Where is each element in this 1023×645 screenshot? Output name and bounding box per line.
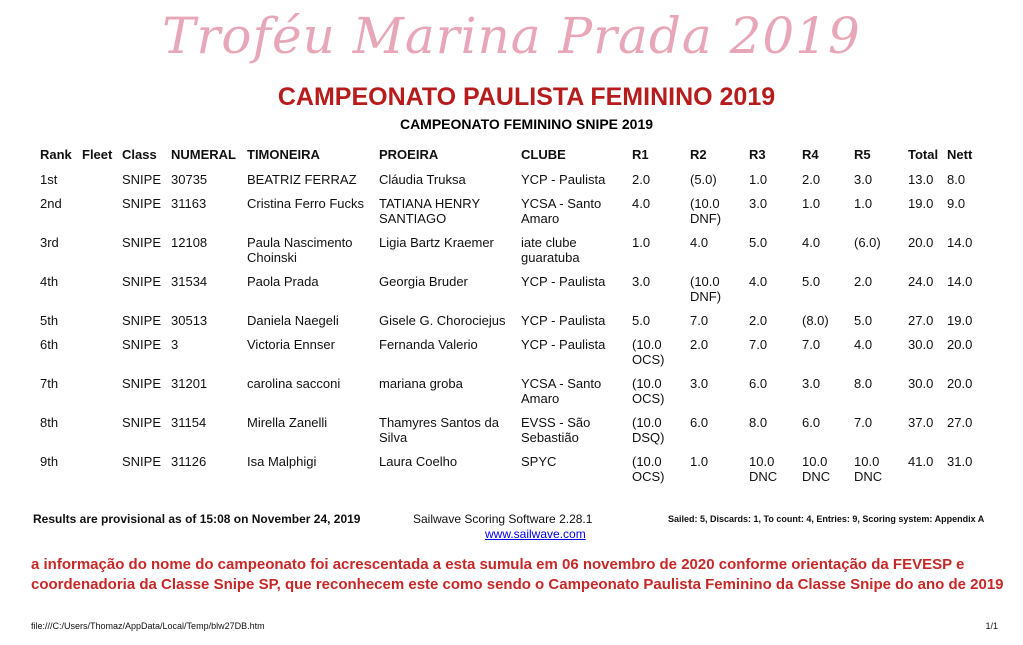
cell-total: 19.0 (908, 196, 934, 211)
table-row (40, 193, 987, 232)
cell-r5: 10.0 DNC (854, 454, 883, 484)
cell-r4: 6.0 (802, 415, 821, 430)
provisional-notice: Results are provisional as of 15:08 on November 24, 2019 (33, 512, 361, 526)
cell-nett: 27.0 (947, 415, 973, 430)
cell-r2: (5.0) (690, 172, 717, 187)
cell-class: SNIPE (122, 337, 162, 352)
cell-fleet (82, 232, 122, 271)
cell-total: 30.0 (908, 376, 934, 391)
page-number: 1/1 (985, 621, 998, 631)
cell-r1: (10.0 OCS) (632, 376, 665, 406)
cell-rank: 8th (40, 415, 59, 430)
cell-rank: 1st (40, 172, 58, 187)
cell-r3: 4.0 (749, 274, 768, 289)
cell-numeral: 30513 (171, 313, 208, 328)
column-header-nett: Nett (947, 147, 973, 162)
championship-title: CAMPEONATO PAULISTA FEMININO 2019 (277, 83, 776, 111)
table-row (40, 169, 987, 193)
cell-rank: 5th (40, 313, 59, 328)
cell-r2: 3.0 (690, 376, 709, 391)
table-row (40, 232, 987, 271)
cell-r4: 2.0 (802, 172, 821, 187)
column-header-proeira: PROEIRA (379, 147, 439, 162)
cell-fleet (82, 451, 122, 490)
cell-r4: 10.0 DNC (802, 454, 831, 484)
table-row (40, 412, 987, 451)
cell-r4: 4.0 (802, 235, 821, 250)
cell-r5: 4.0 (854, 337, 873, 352)
cell-r2: 2.0 (690, 337, 709, 352)
cell-r2: 4.0 (690, 235, 709, 250)
cell-class: SNIPE (122, 274, 162, 289)
cell-r1: 4.0 (632, 196, 651, 211)
cell-total: 13.0 (908, 172, 934, 187)
cell-r5: 7.0 (854, 415, 873, 430)
cell-r5: 5.0 (854, 313, 873, 328)
cell-r5: 3.0 (854, 172, 873, 187)
cell-nett: 20.0 (947, 376, 973, 391)
column-header-r3: R3 (749, 147, 766, 162)
column-header-clube: CLUBE (521, 147, 566, 162)
cell-fleet (82, 193, 122, 232)
cell-r1: 2.0 (632, 172, 651, 187)
cell-timoneira: Mirella Zanelli (247, 415, 328, 430)
cell-class: SNIPE (122, 376, 162, 391)
cell-r1: (10.0 DSQ) (632, 415, 665, 445)
cell-r1: 5.0 (632, 313, 651, 328)
column-header-class: Class (122, 147, 157, 162)
cell-r3: 1.0 (749, 172, 768, 187)
cell-r1: 3.0 (632, 274, 651, 289)
cell-proeira: Cláudia Truksa (379, 172, 466, 187)
table-header-row (40, 143, 987, 169)
cell-rank: 7th (40, 376, 59, 391)
cell-nett: 14.0 (947, 235, 973, 250)
cell-rank: 2nd (40, 196, 62, 211)
cell-r3: 5.0 (749, 235, 768, 250)
software-credit (413, 512, 592, 542)
cell-fleet (82, 310, 122, 334)
column-header-numeral: NUMERAL (171, 147, 236, 162)
sailwave-link[interactable]: www.sailwave.com (485, 527, 586, 541)
cell-rank: 4th (40, 274, 59, 289)
column-header-r5: R5 (854, 147, 871, 162)
results-table (40, 143, 987, 490)
cell-class: SNIPE (122, 454, 162, 469)
table-row (40, 451, 987, 490)
cell-clube: YCP - Paulista (521, 274, 606, 289)
cell-total: 41.0 (908, 454, 934, 469)
scoring-summary: Sailed: 5, Discards: 1, To count: 4, Entries: 9, Scoring system: Appendix A (668, 514, 985, 524)
cell-numeral: 12108 (171, 235, 208, 250)
cell-total: 30.0 (908, 337, 934, 352)
cell-r2: (10.0 DNF) (690, 274, 722, 304)
table-row (40, 271, 987, 310)
cell-numeral: 30735 (171, 172, 208, 187)
cell-nett: 20.0 (947, 337, 973, 352)
cell-nett: 8.0 (947, 172, 966, 187)
cell-timoneira: Victoria Ennser (247, 337, 335, 352)
cell-proeira: TATIANA HENRY SANTIAGO (379, 196, 480, 226)
column-header-r2: R2 (690, 147, 707, 162)
cell-fleet (82, 373, 122, 412)
cell-clube: iate clube guaratuba (521, 235, 580, 265)
cell-proeira: Gisele G. Chorociejus (379, 313, 506, 328)
column-header-rank: Rank (40, 147, 72, 162)
cell-class: SNIPE (122, 235, 162, 250)
cell-r2: 7.0 (690, 313, 709, 328)
table-row (40, 334, 987, 373)
cell-clube: YCP - Paulista (521, 313, 606, 328)
cell-proeira: Ligia Bartz Kraemer (379, 235, 494, 250)
cell-numeral: 31154 (171, 415, 207, 430)
results-subtitle: CAMPEONATO FEMININO SNIPE 2019 (399, 116, 654, 132)
cell-clube: YCP - Paulista (521, 337, 606, 352)
cell-proeira: Fernanda Valerio (379, 337, 478, 352)
cell-r1: 1.0 (632, 235, 651, 250)
cell-total: 20.0 (908, 235, 934, 250)
cell-class: SNIPE (122, 172, 162, 187)
cell-numeral: 31534 (171, 274, 208, 289)
results-body (40, 169, 987, 490)
cell-class: SNIPE (122, 313, 162, 328)
cell-rank: 6th (40, 337, 59, 352)
cell-clube: EVSS - São Sebastião (521, 415, 591, 445)
cell-clube: YCP - Paulista (521, 172, 606, 187)
cell-clube: YCSA - Santo Amaro (521, 376, 602, 406)
cell-timoneira: carolina sacconi (247, 376, 341, 391)
cell-r4: 5.0 (802, 274, 821, 289)
cell-r4: 3.0 (802, 376, 821, 391)
cell-nett: 19.0 (947, 313, 973, 328)
column-header-r4: R4 (802, 147, 819, 162)
cell-r4: 7.0 (802, 337, 821, 352)
cell-timoneira: Paola Prada (247, 274, 319, 289)
table-row (40, 373, 987, 412)
cell-numeral: 3 (171, 337, 179, 352)
cell-r3: 3.0 (749, 196, 768, 211)
cell-r5: 8.0 (854, 376, 873, 391)
cell-nett: 31.0 (947, 454, 973, 469)
cell-r4: (8.0) (802, 313, 829, 328)
column-header-timoneira: TIMONEIRA (247, 147, 320, 162)
cell-proeira: Georgia Bruder (379, 274, 468, 289)
cell-numeral: 31163 (171, 196, 207, 211)
cell-r1: (10.0 OCS) (632, 337, 665, 367)
cell-r5: (6.0) (854, 235, 881, 250)
cell-total: 27.0 (908, 313, 934, 328)
software-name: Sailwave Scoring Software 2.28.1 (413, 512, 593, 526)
cell-timoneira: Daniela Naegeli (247, 313, 339, 328)
cell-r2: 6.0 (690, 415, 709, 430)
column-header-r1: R1 (632, 147, 649, 162)
cell-total: 37.0 (908, 415, 934, 430)
column-header-fleet: Fleet (82, 147, 113, 162)
cell-fleet (82, 271, 122, 310)
cell-r1: (10.0 OCS) (632, 454, 665, 484)
cell-r2: 1.0 (690, 454, 709, 469)
cell-class: SNIPE (122, 196, 162, 211)
cell-rank: 9th (40, 454, 59, 469)
file-path: file:///C:/Users/Thomaz/AppData/Local/Temp/blw27DB.htm (31, 621, 265, 631)
cell-r3: 8.0 (749, 415, 768, 430)
cell-clube: YCSA - Santo Amaro (521, 196, 602, 226)
cell-r2: (10.0 DNF) (690, 196, 722, 226)
cell-nett: 9.0 (947, 196, 966, 211)
cell-proeira: mariana groba (379, 376, 463, 391)
cell-timoneira: Paula Nascimento Choinski (247, 235, 353, 265)
trophy-script-title: Troféu Marina Prada 2019 (162, 7, 861, 65)
cell-numeral: 31126 (171, 454, 207, 469)
cell-timoneira: BEATRIZ FERRAZ (247, 172, 357, 187)
cell-timoneira: Cristina Ferro Fucks (247, 196, 365, 211)
cell-class: SNIPE (122, 415, 162, 430)
cell-numeral: 31201 (171, 376, 208, 391)
column-header-total: Total (908, 147, 939, 162)
cell-r5: 1.0 (854, 196, 873, 211)
cell-r4: 1.0 (802, 196, 821, 211)
cell-timoneira: Isa Malphigi (247, 454, 317, 469)
cell-nett: 14.0 (947, 274, 973, 289)
cell-fleet (82, 169, 122, 193)
cell-total: 24.0 (908, 274, 934, 289)
cell-fleet (82, 412, 122, 451)
cell-r3: 10.0 DNC (749, 454, 778, 484)
cell-clube: SPYC (521, 454, 557, 469)
cell-proeira: Thamyres Santos da Silva (379, 415, 499, 445)
cell-r5: 2.0 (854, 274, 873, 289)
cell-fleet (82, 334, 122, 373)
championship-note: a informação do nome do campeonato foi acrescentada a esta sumula em 06 novembro de 2020 conforme orientação da FEVESP e coordenadoria da Classe Snipe SP, que reconhecem este como sendo o Campeonato Paulista Feminino da Classe Snipe do ano de 2019 (31, 556, 1004, 593)
cell-rank: 3rd (40, 235, 59, 250)
table-row (40, 310, 987, 334)
cell-proeira: Laura Coelho (379, 454, 458, 469)
cell-r3: 6.0 (749, 376, 768, 391)
cell-r3: 7.0 (749, 337, 768, 352)
cell-r3: 2.0 (749, 313, 768, 328)
